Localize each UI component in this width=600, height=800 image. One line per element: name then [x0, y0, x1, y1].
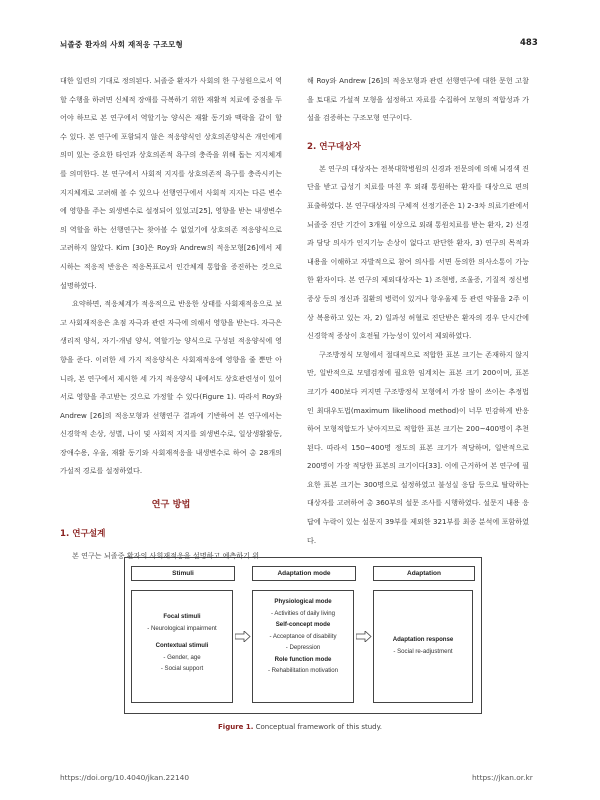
contextual-stimuli-title: Contextual stimuli	[155, 642, 209, 649]
adaptation-response-item: - Social re-adjustment	[393, 647, 453, 655]
figure-caption	[0, 723, 600, 731]
conceptual-framework-figure	[124, 557, 482, 714]
self-concept-mode-item: - Acceptance of disability	[269, 632, 337, 640]
contextual-stimuli-item: - Gender, age	[163, 653, 201, 661]
subsection-title: 2. 연구대상자	[307, 141, 361, 152]
subsection-title: 1. 연구설계	[60, 529, 106, 540]
arrow-right-icon	[356, 631, 372, 642]
contextual-stimuli-item: - Social support	[160, 665, 204, 672]
focal-stimuli-title: Focal stimuli	[163, 613, 201, 620]
figure-caption-text: Conceptual framework of this study.	[255, 723, 382, 731]
adaptation-mode-header: Adaptation mode	[252, 566, 356, 581]
paragraph: 해 Roy와 Andrew [26]의 적응모형과 관련 선행연구에 대한 문헌 고찰을 토대로 가설적 모형을 설정하고 자료를 수집하여 모형의 적합성과 가설을 검증하는 구조모형 연구이다.	[307, 76, 529, 123]
arrow-right-icon	[235, 631, 251, 642]
role-function-mode-item: - Rehabilitation motivation	[267, 667, 339, 674]
role-function-mode-title: Role function mode	[274, 655, 332, 663]
adaptation-mode-box	[252, 590, 354, 703]
page-number: 483	[520, 38, 538, 48]
adaptation-box	[373, 590, 473, 703]
journal-link[interactable]: https://jkan.or.kr	[472, 773, 533, 782]
doi-link[interactable]: https://doi.org/10.4040/jkan.22140	[60, 773, 190, 782]
paragraph: 본 연구는 뇌졸중 환자의 사회재적응을 설명하고 예측하기 위	[72, 551, 260, 561]
adaptation-response-title: Adaptation response	[392, 636, 454, 643]
paragraph: 대한 일련의 기대로 정의된다. 뇌졸중 환자가 사회의 한 구성원으로서 역할 수행을 하려면 신체적 장애를 극복하기 위한 재활적 치료에 중점을 두어야 하므로 본 연구에서 역할기능 양식은 재활 동기와 맥락을 같이 할 수 있다. 본 연구에 포함되지 않은 적응양식인 상호의존양식은 개인에게 의미 있는 중요한 타인과 상호의존적 욕구의 충족을 위해 돕는 지지체계를 의미한다. 본 연구에서 사회적 지지를 상호의존적 욕구를 충족시키는 지지체계로 고려해 볼 수 있으나 선행연구에서 사회적 지지는 다른 변수에 영향을 주는 외생변수로 설정되어 있었고[25], 영향을 받는 내생변수의 역할을 하는 선행연구는 찾아볼 수 없었기에 상호의존 적응양식으로 고려하지 않았다. Kim [30]은 Roy와 Andrew의 적응모형[26]에서 제시하는 적응적 반응은 적응목표로서 인간체계 통합을 증진하는 것으로 설명하였다.	[60, 76, 282, 290]
right-column	[307, 72, 529, 550]
physiological-mode-title: Physiological mode	[274, 598, 332, 605]
physiological-mode-item: - Activities of daily living	[270, 609, 335, 617]
figure-label: Figure 1.	[218, 723, 254, 731]
focal-stimuli-item: - Neurological impairment	[147, 624, 217, 632]
self-concept-mode-item: - Depression	[285, 644, 321, 651]
left-column	[60, 72, 282, 566]
paragraph: 본 연구의 대상자는 전북대학병원의 신경과 전문의에 의해 뇌경색 진단을 받고 급성기 치료를 마친 후 외래 통원하는 환자를 대상으로 편의 표출하였다. 본 연구대상자의 구체적 선정기준은 1) 2-3차 의료기관에서 뇌졸중 진단 기간이 3개월 이상으로 외래 통원치료를 받는 환자, 2) 신경과 담당 의사가 인지기능 손상이 없다고 판단한 환자, 3) 연구의 목적과 내용을 이해하고 자발적으로 참여 의사를 서면 동의한 의사소통이 가능한 환자이다. 본 연구의 제외대상자는 1) 조현병, 조울증, 기질적 정신병 증상 등의 정신과 질환의 병력이 있거나 항우울제 등 관련 약물을 2주 이상 복용하고 있는 자, 2) 일과성 허혈로 진단받은 환자의 경우 단시간에 신경학적 증상이 호전될 가능성이 있어서 제외하였다.	[307, 163, 529, 341]
section-title: 연구 방법	[151, 499, 191, 511]
stimuli-box	[131, 590, 233, 703]
paragraph: 구조방정식 모형에서 절대적으로 적합한 표본 크기는 존재하지 않지만, 일반적으로 모델검정에 필요한 임계치는 표본 크기 200이며, 표본 크기가 400보다 커지면 구조방정식 모형에서 가장 많이 쓰이는 추정법인 최대우도법(maximum likelihood method)이 너무 민감하게 반응하여 모형적합도가 낮아지므로 적합한 표본 크기는 200~400명이 추천된다. 따라서 150~400명 정도의 표본 크기가 적당하며, 일반적으로 200명이 가장 적당한 표본의 크기이다[33]. 이에 근거하여 본 연구에 필요한 표본 크기는 300명으로 설정하였고 불성실 응답 등으로 탈락하는 대상자를 고려하여 총 360부의 설문 조사를 시행하였다. 설문지 내용 응답에 누락이 있는 설문지 39부를 제외한 321부를 최종 분석에 포함하였다.	[307, 349, 529, 545]
running-title: 뇌졸중 환자의 사회 재적응 구조모형	[60, 40, 183, 49]
adaptation-header: Adaptation	[373, 566, 475, 581]
stimuli-header: Stimuli	[131, 566, 235, 581]
self-concept-mode-title: Self-concept mode	[275, 621, 331, 628]
paragraph: 요약하면, 적응체계가 적응적으로 반응한 상태를 사회재적응으로 보고 사회재적응은 초점 자극과 관련 자극에 의해서 영향을 받는다. 자극은 생리적 양식, 자기-개념 양식, 역할기능 양식으로 구성된 적응양식에 영향을 준다. 이러한 세 가지 적응양식은 사회재적응에 영향을 줄 뿐만 아니라, 본 연구에서 제시한 세 가지 적응양식 내에서도 상호관련성이 있어 서로 영향을 주고받는 것으로 가정할 수 있다(Figure 1). 따라서 Roy와 Andrew [26]의 적응모형과 선행연구 결과에 기반하여 본 연구에서는 신경학적 손상, 성별, 나이 및 사회적 지지를 외생변수로, 일상생활활동, 장애수용, 우울, 재활 동기와 사회재적응을 내생변수로 하여 총 28개의 가설적 경로를 설정하였다.	[60, 299, 282, 476]
